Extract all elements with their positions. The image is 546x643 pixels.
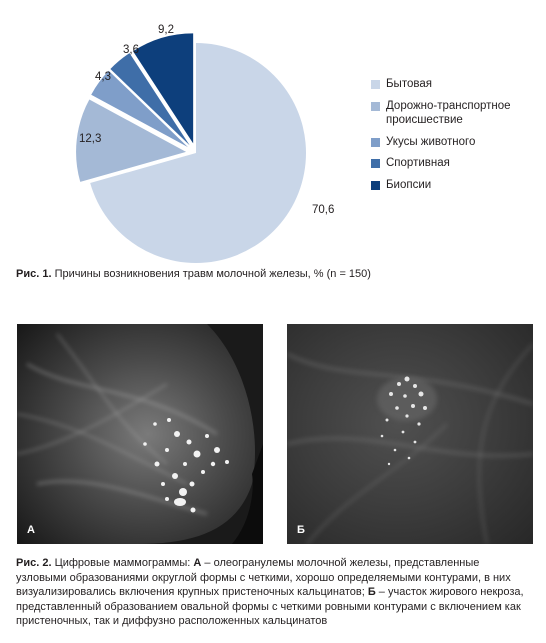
figure-2-label: Рис. 2. bbox=[16, 557, 52, 569]
chart-legend bbox=[371, 77, 546, 199]
image-letter: А bbox=[27, 524, 35, 536]
caption-text: Цифровые маммограммы: bbox=[51, 557, 194, 569]
mammogram-image-a bbox=[17, 324, 263, 544]
legend-swatch bbox=[371, 159, 380, 168]
caption-letter-a: А bbox=[193, 557, 202, 569]
slice-value-label: 3,6 bbox=[123, 44, 139, 56]
legend-item bbox=[371, 135, 546, 150]
legend-label: Бытовая bbox=[386, 78, 432, 90]
legend-swatch bbox=[371, 102, 380, 111]
caption-text: – олеогранулемы молочной железы, представленные узловыми образованиями округлой формы с четкими, хорошо определяемыми контурами, в них визуализировались включения крупных пристеночных кальцинатов; bbox=[16, 557, 511, 599]
caption-text: – участок жирового некроза, представленный образованием овальной формы с четкими ровными контурами с включением как пристеночных, так и диффузно расположенных кальцинатов bbox=[16, 586, 524, 628]
legend-swatch bbox=[371, 181, 380, 190]
legend-item bbox=[371, 156, 546, 171]
figure-1-label: Рис. 1. bbox=[16, 268, 52, 280]
legend-label: Дорожно-транспортное происшествие bbox=[386, 99, 511, 126]
legend-label: Биопсии bbox=[386, 178, 432, 191]
figure-1-caption bbox=[16, 267, 371, 281]
mammogram-image-b bbox=[287, 324, 533, 544]
legend-label: Укусы животного bbox=[386, 135, 476, 148]
caption-letter-b: Б bbox=[367, 586, 376, 599]
legend-label: Спортивная bbox=[386, 157, 450, 169]
legend-swatch bbox=[371, 80, 380, 89]
slice-value-label: 4,3 bbox=[95, 71, 111, 83]
legend-item bbox=[371, 77, 546, 92]
slice-value-label: 9,2 bbox=[158, 24, 174, 36]
figure-2-caption bbox=[16, 556, 530, 629]
slice-value-label: 12,3 bbox=[79, 133, 102, 145]
legend-item bbox=[371, 99, 546, 128]
slice-value-label: 70,6 bbox=[312, 204, 335, 216]
legend-item bbox=[371, 178, 546, 193]
image-letter: Б bbox=[297, 524, 305, 536]
figure-1-text: Причины возникновения травм молочной железы, % (n = 150) bbox=[51, 268, 371, 280]
legend-swatch bbox=[371, 138, 380, 147]
